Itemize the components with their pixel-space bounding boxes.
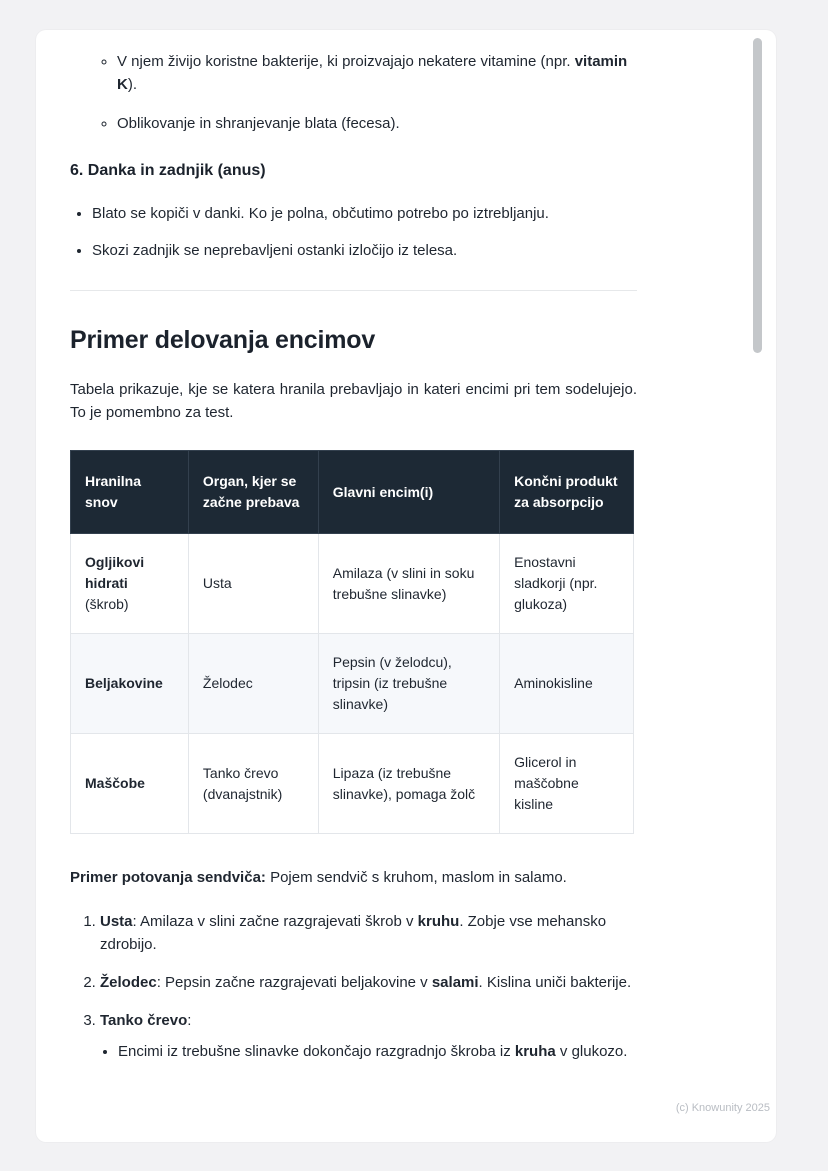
table-cell-nutrient xyxy=(71,534,189,634)
table-head xyxy=(71,451,634,534)
list-item xyxy=(92,239,637,262)
table-cell-organ: Usta xyxy=(188,534,318,634)
list-item xyxy=(117,112,637,135)
section-title-encimi: Primer delovanja encimov xyxy=(70,326,376,355)
table-cell-organ: Tanko črevo (dvanajstnik) xyxy=(188,734,318,834)
list-item xyxy=(92,202,637,225)
rich-text: Encimi iz trebušne slinavke dokončajo razgradnjo škroba iz kruha v glukozo. xyxy=(118,1042,628,1060)
document-page xyxy=(36,30,776,1142)
list-item xyxy=(100,910,637,957)
rich-text: Beljakovine xyxy=(85,675,163,692)
rich-text: V njem živijo koristne bakterije, ki proizvajajo nekatere vitamine (npr. vitamin K). xyxy=(117,53,628,94)
table-row xyxy=(71,534,634,634)
table-cell-product: Glicerol in maščobne kisline xyxy=(500,734,634,834)
rich-text: Tanko črevo: xyxy=(100,1012,192,1030)
danka-bullets-list xyxy=(70,202,637,263)
sandwich-steps-list xyxy=(70,910,637,1063)
table-row xyxy=(71,734,634,834)
section-divider xyxy=(70,290,637,291)
table-cell-nutrient xyxy=(71,734,189,834)
digestion-table xyxy=(70,450,634,834)
rich-text: Oblikovanje in shranjevanje blata (fecesa). xyxy=(117,114,400,132)
table-header-row xyxy=(71,451,634,534)
table-cell-enzyme: Lipaza (iz trebušne slinavke), pomaga žolč xyxy=(318,734,499,834)
rich-text: Blato se kopiči v danki. Ko je polna, občutimo potrebo po iztrebljanju. xyxy=(92,204,549,222)
table-row xyxy=(71,634,634,734)
scrollbar-thumb[interactable] xyxy=(753,38,762,353)
intro-paragraph: Tabela prikazuje, kje se katera hranila prebavljajo in kateri encimi pri tem sodelujejo. To je pomembno za test. xyxy=(70,380,637,422)
list-item xyxy=(118,1040,637,1063)
table-header-cell: Glavni encim(i) xyxy=(318,451,499,534)
table-cell-product: Aminokisline xyxy=(500,634,634,734)
rich-text: Skozi zadnjik se neprebavljeni ostanki izločijo iz telesa. xyxy=(92,241,458,259)
table-cell-nutrient xyxy=(71,634,189,734)
document-content xyxy=(70,50,637,1078)
copyright-credit: (c) Knowunity 2025 xyxy=(675,1102,770,1114)
rich-text: Ogljikovi hidrati (škrob) xyxy=(85,554,145,613)
table-body xyxy=(71,534,634,834)
table-header-cell: Hranilna snov xyxy=(71,451,189,534)
table-cell-enzyme: Pepsin (v želodcu), tripsin (iz trebušne slinavke) xyxy=(318,634,499,734)
rich-text: Primer potovanja sendviča: Pojem sendvič s kruhom, maslom in salamo. xyxy=(70,869,567,887)
table-header-cell: Organ, kjer se začne prebava xyxy=(188,451,318,534)
table-cell-enzyme: Amilaza (v slini in soku trebušne slinavke) xyxy=(318,534,499,634)
list-item xyxy=(117,50,637,97)
heading-danka-zadnjik: 6. Danka in zadnjik (anus) xyxy=(70,161,266,179)
list-item xyxy=(100,971,637,994)
sandwich-paragraph xyxy=(70,866,637,889)
rich-text: Maščobe xyxy=(85,775,145,792)
table-cell-product: Enostavni sladkorji (npr. glukoza) xyxy=(500,534,634,634)
list-item xyxy=(100,1009,637,1063)
rich-text: Želodec: Pepsin začne razgrajevati beljakovine v salami. Kislina uniči bakterije. xyxy=(100,974,632,992)
tanko-crevo-sublist xyxy=(100,1040,637,1063)
colon-functions-list xyxy=(70,50,637,135)
table-header-cell: Končni produkt za absorpcijo xyxy=(500,451,634,534)
table-cell-organ: Želodec xyxy=(188,634,318,734)
rich-text: Usta: Amilaza v slini začne razgrajevati škrob v kruhu. Zobje vse mehansko zdrobijo. xyxy=(100,912,607,953)
